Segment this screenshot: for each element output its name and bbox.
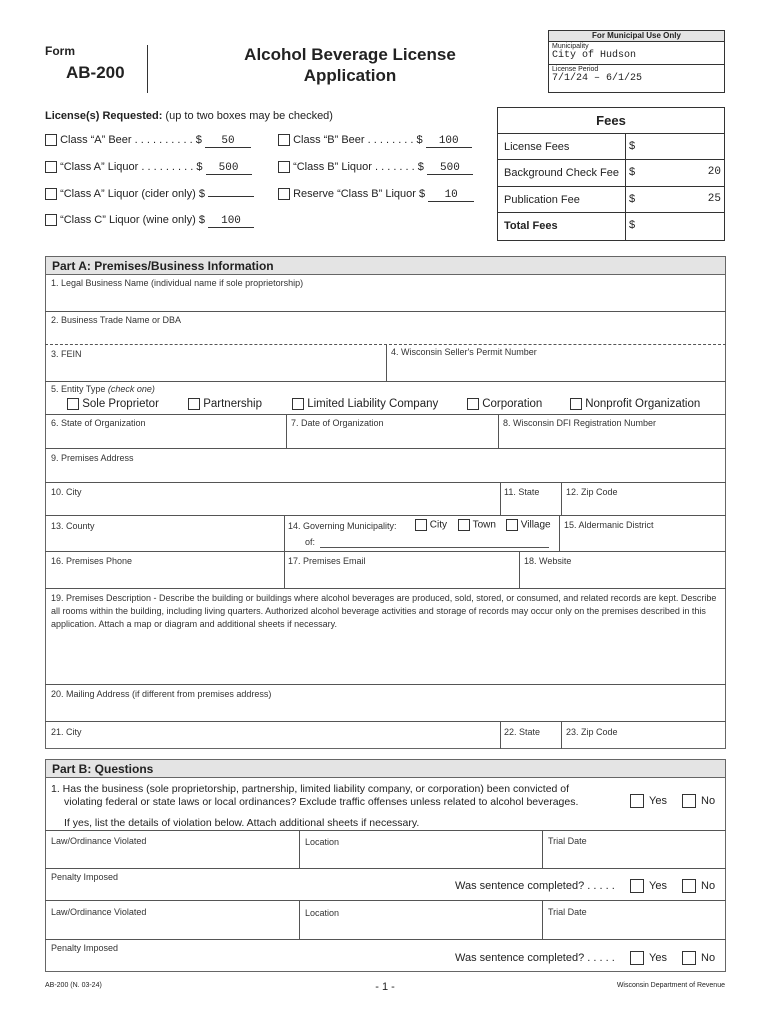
entity-sole-proprietor[interactable]: [67, 398, 159, 410]
footer-department: Wisconsin Department of Revenue: [616, 982, 725, 989]
form-title-line2: Application: [303, 66, 397, 85]
fee-currency: $: [629, 219, 636, 231]
governing-municipality-label: 14. Governing Municipality:: [288, 521, 397, 531]
col-divider: [284, 515, 285, 551]
municipality-value[interactable]: City of Hudson: [552, 50, 637, 61]
license-label: Class “B” Beer . . . . . . . . $: [293, 134, 423, 146]
fees-row-publication: [498, 187, 724, 213]
entity-llc[interactable]: [292, 398, 438, 410]
no-checkbox[interactable]: [682, 794, 696, 808]
entity-checkbox[interactable]: [570, 398, 582, 410]
fees-row-total: [498, 213, 724, 240]
entity-option-label: Corporation: [482, 398, 543, 411]
license-amount[interactable]: [208, 196, 254, 197]
row-divider: [45, 684, 726, 685]
form-number: AB-200: [66, 63, 125, 82]
fees-heading: Fees: [498, 108, 724, 134]
license-amount[interactable]: 500: [427, 162, 473, 175]
location-input[interactable]: [300, 920, 541, 939]
date-of-organization-input[interactable]: [287, 430, 497, 448]
fee-value[interactable]: 25: [707, 193, 721, 205]
fein-input[interactable]: [46, 361, 384, 381]
question-1-line2: violating federal or state laws or local ordinances? Exclude traffic offenses unless related to alcohol beverages.: [64, 796, 579, 808]
yes-label: Yes: [649, 879, 667, 892]
fee-currency: $: [629, 140, 636, 152]
state-input[interactable]: [501, 499, 559, 515]
form-title-line1: Alcohol Beverage License: [244, 45, 456, 64]
fees-row-background: [498, 160, 724, 187]
licenses-heading: [45, 110, 333, 122]
premises-email-label: 17. Premises Email: [288, 556, 366, 566]
question-1-yes[interactable]: [630, 794, 667, 808]
premises-address-label: 9. Premises Address: [51, 453, 134, 463]
municipality-checkbox[interactable]: [415, 519, 427, 531]
yes-label: Yes: [649, 794, 667, 807]
license-period-value[interactable]: 7/1/24 – 6/1/25: [552, 73, 643, 84]
row-divider: [45, 868, 726, 869]
sentence-completed-no[interactable]: [682, 951, 715, 965]
license-class-c-liquor[interactable]: [45, 214, 254, 228]
municipality-option-label: Village: [520, 519, 551, 531]
municipal-use-heading: For Municipal Use Only: [549, 31, 724, 42]
license-label: “Class C” Liquor (wine only) $: [60, 214, 205, 226]
penalty-imposed-label: Penalty Imposed: [51, 872, 119, 882]
trade-name-label: 2. Business Trade Name or DBA: [51, 315, 182, 325]
entity-type-note: (check one): [107, 384, 155, 394]
mailing-zip-label: 23. Zip Code: [566, 727, 618, 737]
city-label: 10. City: [51, 487, 82, 497]
yes-checkbox[interactable]: [630, 879, 644, 893]
date-of-organization-label: 7. Date of Organization: [291, 418, 384, 428]
premises-description-input[interactable]: [46, 634, 725, 684]
entity-checkbox[interactable]: [67, 398, 79, 410]
license-period-label: License Period: [552, 66, 599, 73]
zip-code-input[interactable]: [562, 499, 725, 515]
footer-form-id: AB-200 (N. 03-24): [45, 982, 102, 989]
law-violated-input[interactable]: [46, 919, 298, 939]
entity-option-label: Partnership: [203, 398, 263, 411]
license-checkbox[interactable]: [45, 188, 57, 200]
question-1-line1: 1. Has the business (sole proprietorship, partnership, limited liability company, or corporation) been convicted of: [51, 783, 570, 795]
fee-label-total: Total Fees: [498, 213, 626, 240]
row-divider: [45, 311, 726, 312]
city-input[interactable]: [46, 499, 498, 515]
municipality-checkbox[interactable]: [458, 519, 470, 531]
fee-value[interactable]: [640, 134, 724, 159]
legal-business-name-input[interactable]: [46, 290, 725, 311]
header-divider: [147, 45, 148, 93]
license-checkbox[interactable]: [45, 214, 57, 226]
penalty-imposed-input[interactable]: [46, 884, 446, 900]
location-label: Location: [305, 837, 340, 847]
license-amount[interactable]: 500: [206, 162, 252, 175]
gov-municipality-town[interactable]: [458, 519, 496, 531]
municipality-option-label: City: [429, 519, 448, 531]
state-of-organization-label: 6. State of Organization: [51, 418, 146, 428]
no-label: No: [701, 879, 716, 892]
premises-description-label: 19. Premises Description - Describe the building or buildings where alcohol beverages are produced, sold, stored, or consumed, and related records are kept. Describe all rooms within the building, including living quarters. Authorized alcohol beverage activities and storage of records may occur only on the premises described in this application. Attach a map or diagram and additional sheets if necessary.: [51, 593, 717, 629]
fee-currency: $: [629, 166, 636, 178]
row-divider: [45, 381, 726, 382]
dfi-registration-input[interactable]: [499, 430, 725, 448]
license-amount[interactable]: 10: [428, 189, 474, 202]
yes-checkbox[interactable]: [630, 794, 644, 808]
entity-type-label: [51, 384, 155, 394]
license-class-a-liquor-cider[interactable]: [45, 188, 254, 200]
municipality-label: Municipality: [552, 43, 589, 50]
law-violated-input[interactable]: [46, 848, 298, 868]
premises-phone-label: 16. Premises Phone: [51, 556, 133, 566]
premises-address-input[interactable]: [46, 465, 725, 482]
municipality-checkbox[interactable]: [506, 519, 518, 531]
mailing-state-input[interactable]: [501, 739, 559, 749]
row-divider: [45, 830, 726, 831]
license-amount[interactable]: 100: [208, 215, 254, 228]
county-input[interactable]: [46, 533, 282, 551]
question-1-no[interactable]: [682, 794, 715, 808]
penalty-imposed-input[interactable]: [46, 955, 446, 971]
part-b-heading: Part B: Questions: [45, 759, 726, 778]
entity-checkbox[interactable]: [467, 398, 479, 410]
no-checkbox[interactable]: [682, 951, 696, 965]
mailing-address-input[interactable]: [46, 701, 725, 721]
row-divider: [45, 721, 726, 722]
fee-currency: $: [629, 193, 636, 205]
trial-date-input[interactable]: [543, 919, 725, 939]
fee-value[interactable]: 20: [707, 166, 721, 178]
dfi-registration-label: 8. Wisconsin DFI Registration Number: [503, 418, 657, 428]
row-divider: [45, 900, 726, 901]
license-label: “Class A” Liquor . . . . . . . . . $: [60, 161, 203, 173]
mailing-city-input[interactable]: [46, 739, 498, 758]
trade-name-input[interactable]: [46, 327, 725, 344]
mailing-address-label: 20. Mailing Address (if different from premises address): [51, 689, 272, 699]
license-class-b-liquor[interactable]: [278, 161, 473, 175]
entity-option-label: Limited Liability Company: [307, 398, 439, 411]
yes-label: Yes: [649, 951, 667, 964]
license-label: “Class A” Liquor (cider only) $: [60, 188, 205, 200]
sellers-permit-input[interactable]: [387, 361, 725, 381]
gov-municipality-village[interactable]: [506, 519, 551, 531]
entity-option-label: Sole Proprietor: [82, 398, 159, 411]
penalty-imposed-label: Penalty Imposed: [51, 943, 119, 953]
row-divider: [45, 515, 726, 516]
website-label: 18. Website: [524, 556, 572, 566]
entity-nonprofit[interactable]: [570, 398, 700, 410]
entity-corporation[interactable]: [467, 398, 542, 410]
part-a-heading: Part A: Premises/Business Information: [45, 256, 726, 275]
row-divider: [45, 588, 726, 589]
gov-municipality-city[interactable]: [415, 519, 447, 531]
fee-value[interactable]: [640, 213, 724, 240]
row-divider: [45, 414, 726, 415]
mailing-city-label: 21. City: [51, 727, 82, 737]
no-label: No: [701, 951, 716, 964]
sentence-completed-label: Was sentence completed? . . . . .: [455, 952, 615, 964]
license-amount[interactable]: 100: [426, 135, 472, 148]
license-reserve-class-b-liquor[interactable]: [278, 188, 474, 202]
law-violated-label: Law/Ordinance Violated: [51, 836, 147, 846]
county-label: 13. County: [51, 521, 95, 531]
license-checkbox[interactable]: [278, 134, 290, 146]
entity-checkbox[interactable]: [188, 398, 200, 410]
license-checkbox[interactable]: [45, 134, 57, 146]
aldermanic-district-label: 15. Aldermanic District: [564, 520, 654, 530]
sentence-completed-label: Was sentence completed? . . . . .: [455, 880, 615, 892]
sentence-completed-no[interactable]: [682, 879, 715, 893]
fein-label: 3. FEIN: [51, 349, 82, 359]
sentence-completed-yes[interactable]: [630, 879, 667, 893]
state-label: 11. State: [504, 487, 540, 497]
yes-checkbox[interactable]: [630, 951, 644, 965]
aldermanic-district-input[interactable]: [560, 532, 725, 551]
location-label: Location: [305, 908, 340, 918]
premises-email-input[interactable]: [285, 568, 518, 588]
license-class-a-liquor[interactable]: [45, 161, 252, 175]
sentence-completed-yes[interactable]: [630, 951, 667, 965]
law-violated-label: Law/Ordinance Violated: [51, 907, 147, 917]
page-number: - 1 -: [375, 981, 395, 993]
license-amount[interactable]: 50: [205, 135, 251, 148]
website-input[interactable]: [520, 568, 725, 588]
question-1-line3: If yes, list the details of violation below. Attach additional sheets if necessary.: [64, 817, 420, 829]
license-class-a-beer[interactable]: [45, 134, 251, 148]
no-label: No: [701, 794, 716, 807]
entity-partnership[interactable]: [188, 398, 262, 410]
trial-date-label: Trial Date: [548, 907, 587, 917]
municipal-use-box: [548, 30, 725, 93]
location-input[interactable]: [300, 849, 541, 868]
fee-label: Background Check Fee: [498, 160, 626, 186]
trial-date-label: Trial Date: [548, 836, 587, 846]
entity-checkbox[interactable]: [292, 398, 304, 410]
governing-municipality-of-label: of:: [305, 537, 316, 547]
license-label: Class “A” Beer . . . . . . . . . . $: [60, 134, 202, 146]
row-divider: [45, 551, 726, 552]
license-checkbox[interactable]: [278, 188, 290, 200]
entity-type-label-text: 5. Entity Type: [51, 384, 106, 394]
license-label: “Class B” Liquor . . . . . . . $: [293, 161, 424, 173]
municipality-option-label: Town: [472, 519, 496, 531]
mailing-state-label: 22. State: [504, 727, 541, 737]
licenses-heading-note: (up to two boxes may be checked): [162, 110, 333, 122]
license-label: Reserve “Class B” Liquor $: [293, 188, 426, 200]
mailing-zip-input[interactable]: [562, 739, 725, 749]
zip-code-label: 12. Zip Code: [566, 487, 618, 497]
sellers-permit-label: 4. Wisconsin Seller's Permit Number: [391, 347, 537, 357]
row-divider: [45, 482, 726, 483]
municipal-box-divider: [549, 64, 724, 65]
row-divider: [45, 939, 726, 940]
form-label: Form: [45, 44, 75, 58]
row-divider: [45, 448, 726, 449]
fee-label: License Fees: [498, 134, 626, 159]
governing-municipality-input[interactable]: [320, 547, 549, 548]
license-class-b-beer[interactable]: [278, 134, 472, 148]
entity-option-label: Nonprofit Organization: [585, 398, 701, 411]
no-checkbox[interactable]: [682, 879, 696, 893]
fees-table: [497, 107, 725, 241]
state-of-organization-input[interactable]: [46, 430, 284, 448]
license-checkbox[interactable]: [45, 161, 57, 173]
licenses-heading-bold: License(s) Requested:: [45, 110, 163, 122]
license-checkbox[interactable]: [278, 161, 290, 173]
fee-label: Publication Fee: [498, 187, 626, 212]
fees-row-license: [498, 134, 724, 160]
legal-business-name-label: 1. Legal Business Name (individual name if sole proprietorship): [51, 278, 304, 288]
premises-phone-input[interactable]: [46, 568, 282, 588]
trial-date-input[interactable]: [543, 848, 725, 868]
